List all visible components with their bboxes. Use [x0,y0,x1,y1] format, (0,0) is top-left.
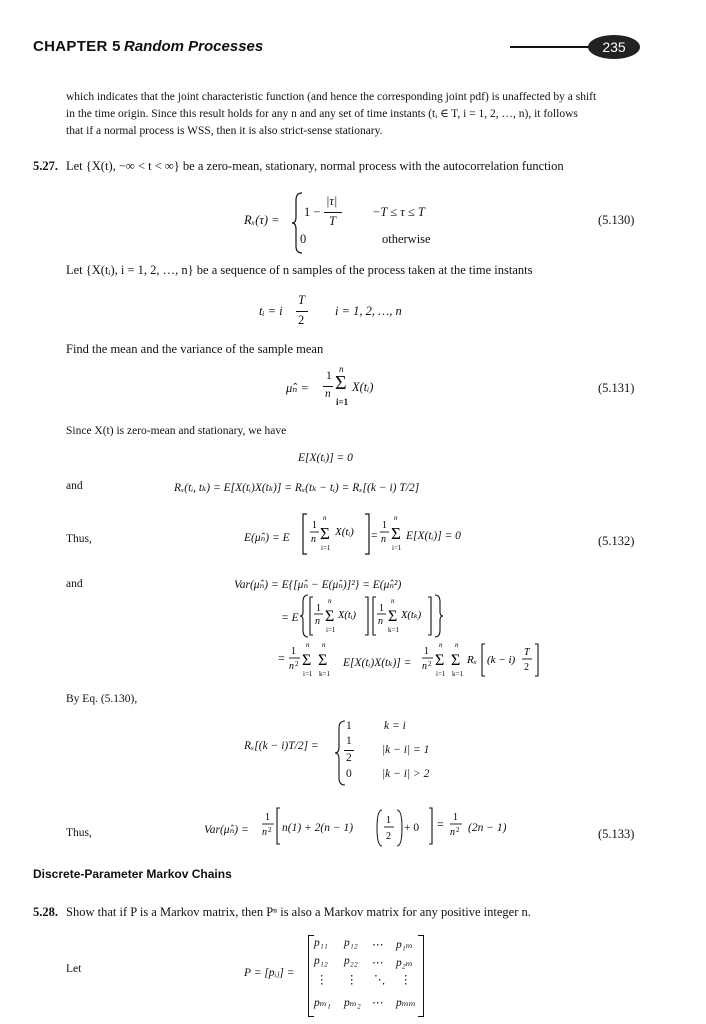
svg-text:X(tₖ): X(tₖ) [401,610,422,621]
thus-label-1: Thus, [66,533,92,545]
matrix-cell: ⋮ [316,974,328,986]
eq130-case2-expr: 0 [300,232,307,246]
var-line-2-prefix: = E [281,612,299,624]
svg-text:1: 1 [379,603,384,614]
intro-line-3: that if a normal process is WSS, then it is also strict-sense stationary. [66,125,383,137]
svg-text:i=1: i=1 [392,544,402,552]
svg-text:Σ: Σ [435,652,445,669]
page-number: 235 [588,35,640,59]
svg-text:X(tᵢ): X(tᵢ) [335,526,354,538]
matrix-cell: ⋱ [374,974,386,986]
cases-lhs: Rₓ[(k − i)T/2] = [244,740,319,752]
var-line-3-left [276,638,340,682]
instants-num: T [298,293,305,307]
eq132-mid: = [371,530,378,542]
eq131-frac-num: 1 [326,370,332,382]
matrix-cell: pₘ₁ [314,997,331,1009]
matrix-cell: p₁ₘ [396,939,413,951]
svg-text:n: n [289,661,294,672]
svg-text:Σ: Σ [318,652,328,669]
matrix-cell: ⋯ [372,957,384,969]
svg-text:k=1: k=1 [319,670,330,678]
var-line-1: Var(μ̂ₙ) = E{[μ̂ₙ − E(μ̂ₙ)]²} = E(μ̂ₙ²) [234,579,402,591]
svg-text:Σ: Σ [325,608,335,625]
cases-v2-num: 1 [346,735,352,747]
svg-text:2: 2 [268,826,272,834]
var-line-2-body [300,594,450,638]
svg-text:2: 2 [524,662,529,673]
svg-text:k=1: k=1 [388,626,399,634]
svg-text:n: n [450,827,455,838]
chapter-label: CHAPTER 5 [33,38,121,55]
eq131-sum-top: n [339,364,344,374]
eq133-number: (5.133) [598,827,635,841]
eq130-case1-den: T [329,214,336,228]
instants-bar [296,311,308,312]
matrix-cell: ⋯ [372,939,384,951]
svg-text:Σ: Σ [388,608,398,625]
svg-text:2: 2 [456,826,460,834]
eq133-lhs: Var(μ̂ₙ) = [204,824,249,836]
matrix-cell: ⋯ [372,997,384,1009]
problem-527-statement: Let {X(t), −∞ < t < ∞} be a zero-mean, stationary, normal process with the autocorrelation function [66,159,564,173]
eq133-half [376,808,404,848]
svg-text:n: n [315,616,320,627]
svg-text:Σ: Σ [320,524,330,543]
svg-text:n: n [391,597,395,605]
matrix-cell: pₘ₂ [344,997,361,1009]
matrix-lhs: P = [pᵢⱼ] = [244,967,295,979]
svg-text:i=1: i=1 [303,670,313,678]
matrix-cell: p₂ₘ [396,957,413,969]
by-eq-text: By Eq. (5.130), [66,693,138,705]
eq132-number: (5.132) [598,534,635,548]
svg-text:Σ: Σ [451,652,461,669]
svg-text:n: n [262,827,267,838]
header-rule [510,46,598,48]
matrix-cell: p₁₂ [344,937,358,949]
since-text: Since X(t) is zero-mean and stationary, we have [66,425,287,437]
svg-text:X(tᵢ): X(tᵢ) [338,610,356,621]
section-heading: Discrete-Parameter Markov Chains [33,867,232,881]
svg-text:i=1: i=1 [321,544,331,552]
svg-text:=: = [278,651,285,665]
problem-number-527: 5.27. [33,159,58,173]
svg-text:i=1: i=1 [436,670,446,678]
intro-line-2: in the time origin. Since this result holds for any n and any set of time instants (tᵢ ∈ T, i = 1, 2, …, n), it follows [66,108,578,120]
instants-den: 2 [298,313,305,327]
svg-text:2: 2 [295,660,299,668]
eq133-prefactor [260,805,282,849]
eq130-case2-cond: otherwise [382,232,431,246]
cases-v3: 0 [346,768,352,780]
svg-text:=: = [437,817,444,831]
svg-text:1: 1 [312,520,317,531]
instants-lhs: tᵢ = i [259,304,283,318]
svg-text:i=1: i=1 [326,626,336,634]
intro-line-1: which indicates that the joint characteristic function (and hence the corresponding joint pdf) is unaffected by a shift [66,91,597,103]
eq130-case1-num: |τ| [326,194,338,208]
instants-range: i = 1, 2, …, n [335,304,402,318]
svg-text:2: 2 [386,831,391,842]
problem-528-statement: Show that if P is a Markov matrix, then Pⁿ is also a Markov matrix for any positive integer n. [66,905,531,919]
matrix-cell: p₁₂ [314,955,328,967]
eq132-left: E(μ̂ₙ) = E [244,532,290,544]
and-label-2: and [66,578,83,590]
and-label-1: and [66,480,83,492]
eq133-equals-frac [428,805,468,849]
svg-text:1: 1 [424,646,429,657]
matrix-cell: p₁₁ [314,937,328,949]
svg-text:Rₓ: Rₓ [467,654,477,666]
cases-v2-bar [344,750,354,751]
svg-text:1: 1 [316,603,321,614]
svg-text:Σ: Σ [302,652,312,669]
eq130-number: (5.130) [598,213,635,227]
problem-number-528: 5.28. [33,905,58,919]
svg-text:1: 1 [382,520,387,531]
svg-text:1: 1 [453,812,458,823]
eq132-right: E[X(tᵢ)] = 0 [406,530,461,542]
svg-text:n: n [394,514,398,522]
svg-text:1: 1 [265,812,270,823]
eq131-lhs: μ̂ₙ = [286,381,309,395]
cases-v2-den: 2 [346,752,352,764]
eq133-result: (2n − 1) [468,822,507,834]
eq131-sigma: Σ [335,372,347,394]
mean-zero-eq: E[X(tᵢ)] = 0 [298,452,353,464]
matrix-cell: ⋮ [346,974,358,986]
eq131-sum-bottom: i=1 [336,397,349,407]
svg-text:T: T [524,647,530,658]
svg-text:(k − i): (k − i) [487,654,516,666]
eq133-inner: n(1) + 2(n − 1) [282,822,354,834]
let-label: Let [66,963,82,975]
matrix-cell: ⋮ [400,974,412,986]
eq130-case1-expr: 1 − [304,205,321,219]
thus-label-2: Thus, [66,827,92,839]
eq131-term: X(tᵢ) [352,380,374,394]
svg-text:n: n [311,534,316,545]
eq133-tail: + 0 [404,822,420,834]
eq130-case1-cond: −T ≤ τ ≤ T [372,205,425,219]
matrix-cell: p₂₂ [344,955,358,967]
svg-text:n: n [381,534,386,545]
svg-text:n: n [455,641,459,649]
samples-text: Let {X(tᵢ), i = 1, 2, …, n} be a sequence of n samples of the process taken at the time instants [66,263,533,277]
matrix-right-bracket [418,935,424,1017]
cases-c3: |k − i| > 2 [382,768,430,780]
svg-text:n: n [306,641,310,649]
autocorr-line: Rₓ(tᵢ, tₖ) = E[X(tᵢ)X(tₖ)] = Rₓ(tₖ − tᵢ) = Rₓ[(k − i) T/2] [174,482,420,494]
eq131-number: (5.131) [598,381,635,395]
svg-text:k=1: k=1 [452,670,463,678]
svg-text:1: 1 [291,646,296,657]
matrix-cell: pₘₘ [396,997,416,1009]
cases-c2: |k − i| = 1 [382,744,430,756]
svg-text:n: n [323,514,327,522]
eq131-frac-bar [323,386,333,387]
svg-text:n: n [422,661,427,672]
svg-text:Σ: Σ [391,524,401,543]
cases-c1: k = i [384,720,406,732]
find-text: Find the mean and the variance of the sample mean [66,342,324,356]
var-line-3-mid: E[X(tᵢ)X(tₖ)] = [343,657,412,669]
svg-text:n: n [322,641,326,649]
var-line-3-right [422,638,552,682]
svg-text:n: n [439,641,443,649]
svg-text:n: n [328,597,332,605]
eq130-frac-bar [324,212,342,213]
eq131-frac-den: n [325,388,331,400]
chapter-title: Random Processes [124,38,264,55]
svg-text:2: 2 [428,660,432,668]
svg-text:n: n [378,616,383,627]
cases-v1: 1 [346,720,352,732]
eq130-lhs: Rₓ(τ) = [244,213,280,227]
svg-text:1: 1 [386,815,391,826]
